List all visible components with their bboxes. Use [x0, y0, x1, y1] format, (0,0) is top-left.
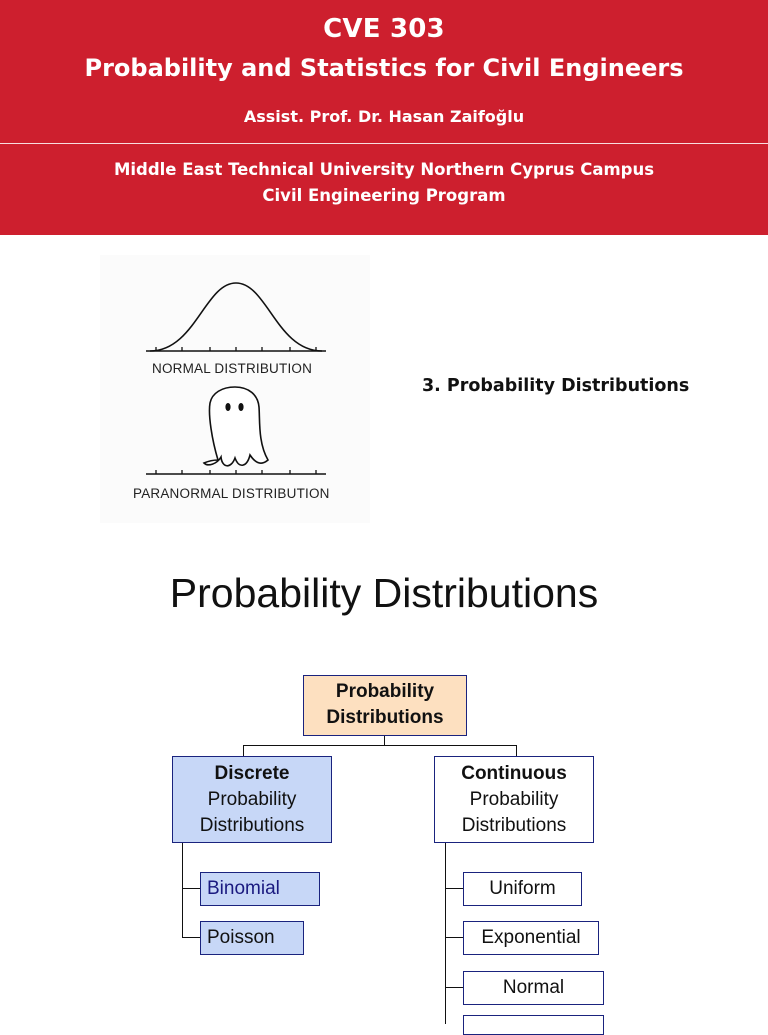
- bell-curve: [150, 283, 322, 351]
- discrete-node-box: [172, 756, 332, 843]
- continuous-subtitle: Probability Distributions: [461, 789, 567, 836]
- program-name: Civil Engineering Program: [262, 186, 506, 205]
- banner-divider: [0, 143, 768, 144]
- instructor-name: Assist. Prof. Dr. Hasan Zaifoğlu: [243, 107, 525, 126]
- university-name: Middle East Technical University Northern Cyprus Campus: [113, 160, 655, 179]
- discrete-trunk: [182, 843, 183, 938]
- normal-distribution-caption: NORMAL DISTRIBUTION: [152, 361, 313, 376]
- discrete-connector: [243, 745, 244, 756]
- section-heading: 3. Probability Distributions: [422, 376, 690, 396]
- slide-title: Probability Distributions: [169, 570, 599, 616]
- normal-connector: [445, 987, 463, 988]
- exponential-box: Exponential: [463, 921, 599, 955]
- poisson-connector: [182, 937, 200, 938]
- meme-illustration: [100, 255, 370, 523]
- continuous-title: Continuous: [461, 763, 567, 784]
- binomial-connector: [182, 888, 200, 889]
- binomial-box: Binomial: [200, 872, 320, 906]
- title-banner: [0, 0, 768, 235]
- branch-connector: [243, 745, 517, 746]
- continuous-trunk: [445, 843, 446, 1024]
- distribution-meme-image: [100, 255, 370, 523]
- uniform-box: Uniform: [463, 872, 582, 906]
- ghost-icon: [204, 387, 268, 466]
- course-title: Probability and Statistics for Civil Engineers: [84, 54, 684, 82]
- discrete-title: Discrete: [214, 763, 290, 784]
- continuous-connector: [516, 745, 517, 756]
- root-node-box: Probability Distributions: [303, 675, 467, 736]
- partial-next-box: [463, 1015, 604, 1035]
- continuous-node-box: [434, 756, 594, 843]
- poisson-box: Poisson: [200, 921, 304, 955]
- normal-box: Normal: [463, 971, 604, 1005]
- paranormal-distribution-caption: PARANORMAL DISTRIBUTION: [133, 486, 330, 501]
- discrete-subtitle: Probability Distributions: [199, 789, 305, 836]
- course-code: CVE 303: [323, 14, 445, 44]
- exponential-connector: [445, 937, 463, 938]
- uniform-connector: [445, 888, 463, 889]
